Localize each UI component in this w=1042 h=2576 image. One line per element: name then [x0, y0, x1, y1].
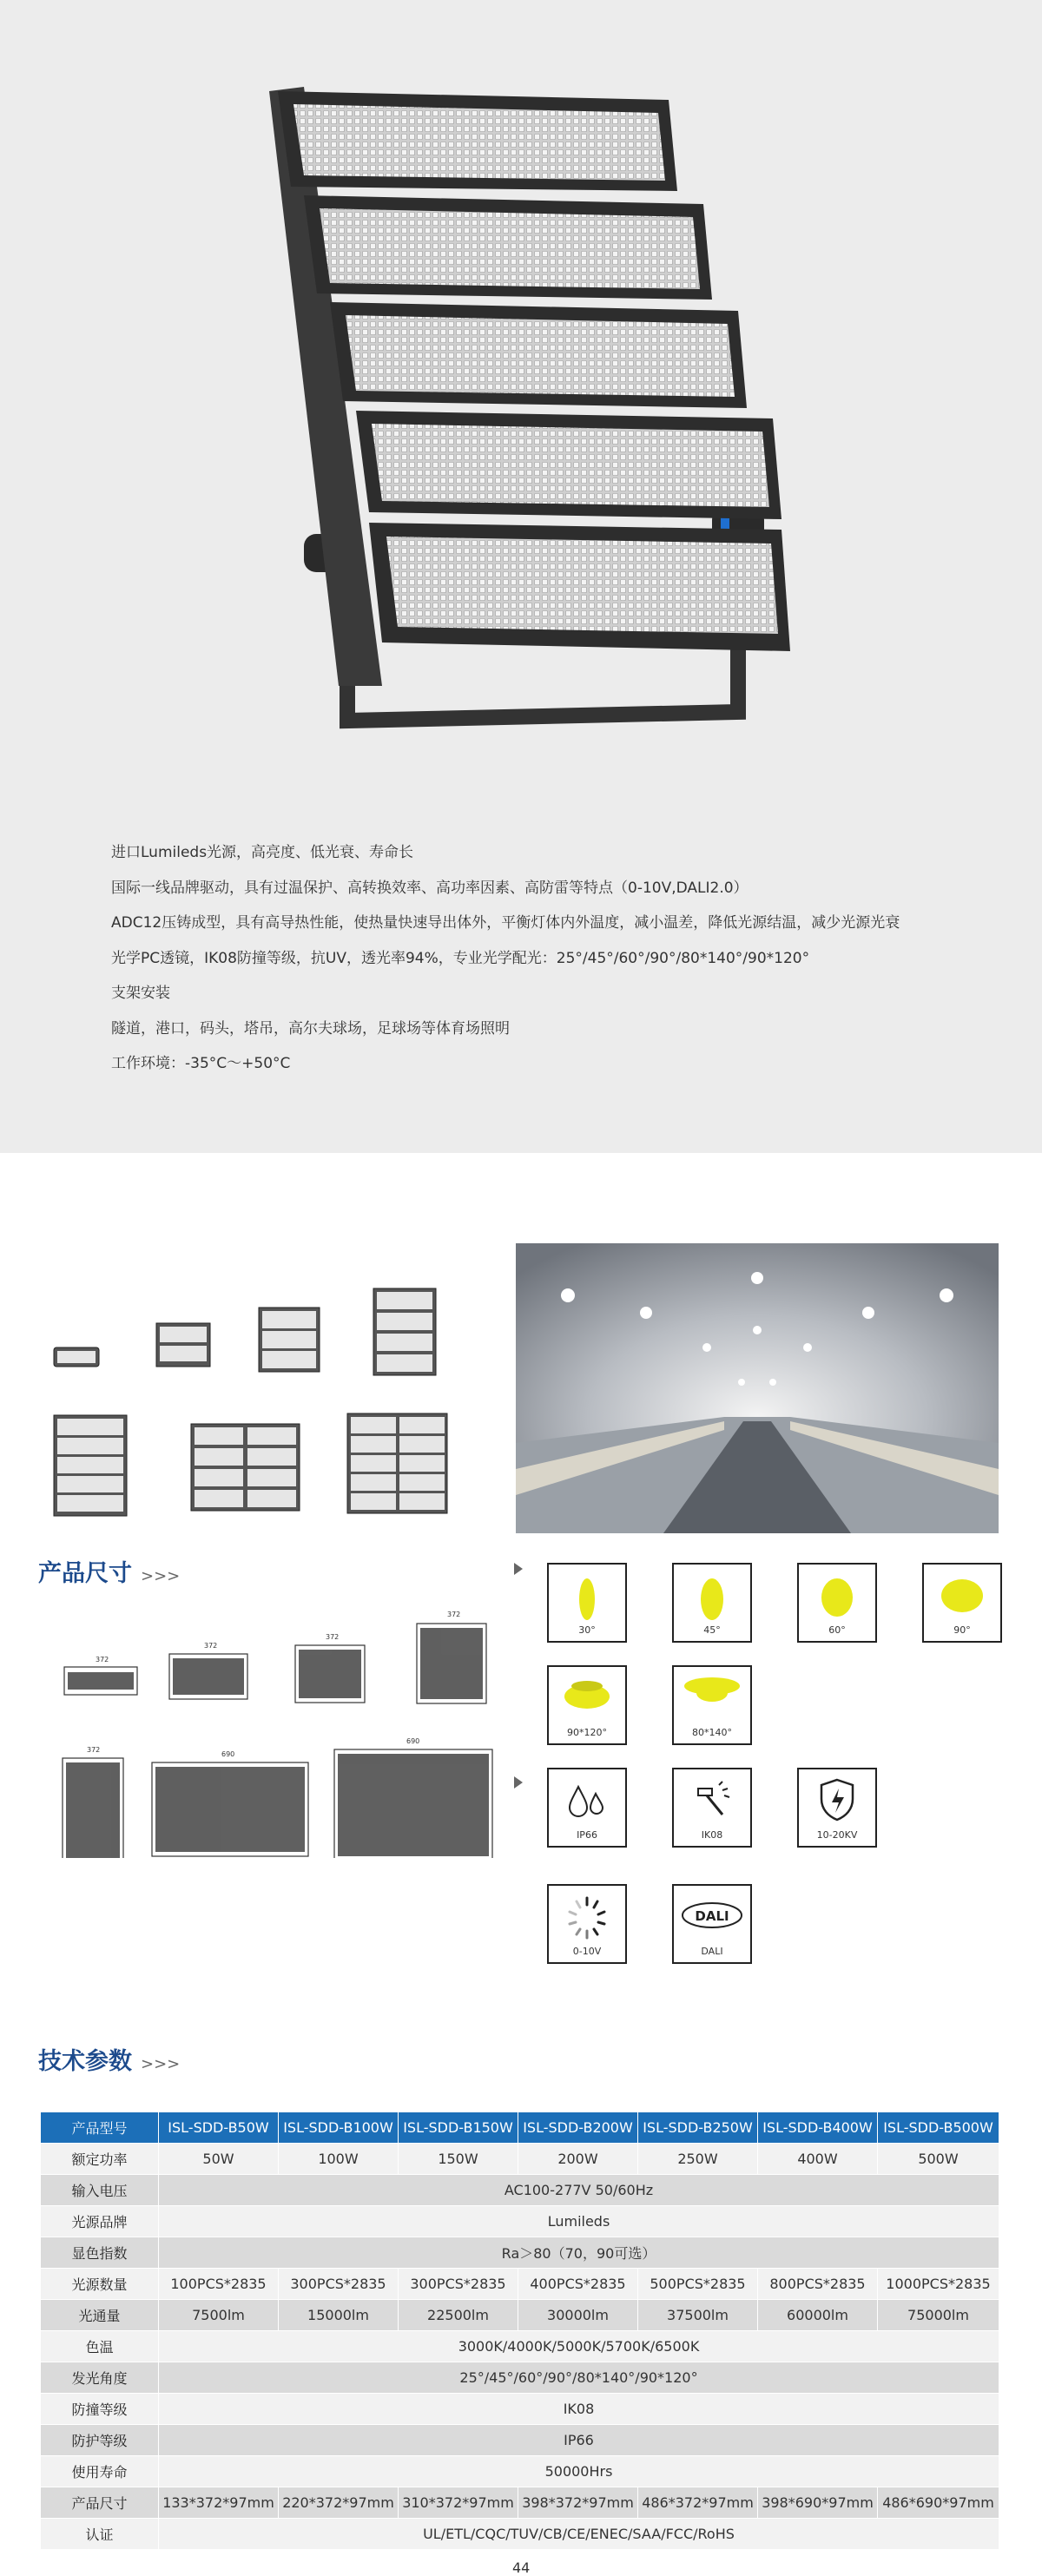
table-cell: 150W — [399, 2144, 518, 2175]
table-cell: 486*690*97mm — [878, 2487, 999, 2519]
table-cell: 50W — [159, 2144, 279, 2175]
feature-item: 隧道，港口，码头，塔吊，高尔夫球场，足球场等体育场照明 — [111, 1019, 510, 1038]
table-header-cell: ISL-SDD-B250W — [638, 2112, 758, 2144]
dali-icon — [672, 1884, 752, 1964]
table-row — [41, 2175, 999, 2206]
feature-item: 支架安装 — [111, 985, 170, 1002]
table-header-cell: ISL-SDD-B100W — [279, 2112, 399, 2144]
section-arrow: >>> — [141, 2055, 181, 2073]
row-label: 光源品牌 — [41, 2206, 159, 2237]
table-cell: 100W — [279, 2144, 399, 2175]
dimension-label: 372 — [87, 1746, 101, 1754]
table-cell: IK08 — [159, 2394, 999, 2425]
row-label: 使用寿命 — [41, 2456, 159, 2487]
table-row — [41, 2519, 999, 2550]
table-cell: 500PCS*2835 — [638, 2269, 758, 2300]
section-title-dimensions — [38, 1554, 180, 1588]
table-cell: 800PCS*2835 — [758, 2269, 878, 2300]
row-label: 防护等级 — [41, 2425, 159, 2456]
table-cell: 400W — [758, 2144, 878, 2175]
cert-label: IP66 — [577, 1829, 597, 1841]
dimension-label: 690 — [221, 1750, 235, 1758]
section-arrow: >>> — [141, 1567, 181, 1585]
table-cell: 133*372*97mm — [159, 2487, 279, 2519]
cert-label: IK08 — [701, 1829, 723, 1841]
table-cell: IP66 — [159, 2425, 999, 2456]
table-header-row — [41, 2112, 999, 2144]
cert-label: 10-20KV — [816, 1829, 858, 1841]
bullet-triangle — [514, 1776, 523, 1789]
led-module — [304, 195, 712, 300]
feature-item: ADC12压铸成型，具有高导热性能，使热量快速导出体外，平衡灯体内外温度，减小温差，降低光源结温，减少光源光衰 — [111, 914, 900, 932]
table-header-cell: ISL-SDD-B200W — [518, 2112, 638, 2144]
section-title-text: 技术参数 — [38, 2048, 132, 2075]
table-row — [41, 2362, 999, 2394]
beam-label: 90*120° — [567, 1727, 607, 1738]
dimension-label: 690 — [406, 1737, 420, 1745]
table-cell: 1000PCS*2835 — [878, 2269, 999, 2300]
beam-90x120-icon — [547, 1665, 627, 1745]
table-cell: 60000lm — [758, 2300, 878, 2331]
led-module — [356, 411, 782, 519]
product-hero-section — [0, 0, 1042, 1153]
table-cell: Ra＞80（70，90可选） — [159, 2237, 999, 2269]
table-header-cell: ISL-SDD-B150W — [399, 2112, 518, 2144]
spec-table — [40, 2112, 999, 2550]
table-cell: AC100-277V 50/60Hz — [159, 2175, 999, 2206]
table-cell: 22500lm — [399, 2300, 518, 2331]
table-cell: 37500lm — [638, 2300, 758, 2331]
feature-list — [111, 844, 979, 1090]
table-cell: 15000lm — [279, 2300, 399, 2331]
table-row — [41, 2144, 999, 2175]
tunnel-application-photo — [516, 1243, 999, 1533]
dali-badge-text: DALI — [695, 1908, 729, 1924]
beam-label: 90° — [953, 1624, 971, 1636]
row-label: 光源数量 — [41, 2269, 159, 2300]
water-drops-icon — [547, 1768, 627, 1848]
section-title-specs — [38, 2042, 180, 2076]
table-cell: 398*372*97mm — [518, 2487, 638, 2519]
beam-90-icon — [922, 1563, 1002, 1643]
page-number: 44 — [512, 2560, 531, 2576]
feature-item: 国际一线品牌驱动，具有过温保护、高转换效率、高功率因素、高防雷等特点（0-10V,DALI2.0） — [111, 879, 749, 897]
dimension-drawings — [43, 1598, 512, 1858]
table-cell: 400PCS*2835 — [518, 2269, 638, 2300]
table-row — [41, 2425, 999, 2456]
table-cell: 25°/45°/60°/90°/80*140°/90*120° — [159, 2362, 999, 2394]
row-label: 产品尺寸 — [41, 2487, 159, 2519]
table-cell: 300PCS*2835 — [279, 2269, 399, 2300]
table-cell: UL/ETL/CQC/TUV/CB/CE/ENEC/SAA/FCC/RoHS — [159, 2519, 999, 2550]
feature-item: 进口Lumileds光源，高亮度、低光衰、寿命长 — [111, 844, 414, 861]
table-row — [41, 2487, 999, 2519]
table-cell: 50000Hrs — [159, 2456, 999, 2487]
hammer-impact-icon — [672, 1768, 752, 1848]
table-cell: Lumileds — [159, 2206, 999, 2237]
dimension-label: 372 — [96, 1656, 109, 1664]
feature-item: 光学PC透镜，IK08防撞等级，抗UV，透光率94%，专业光学配光：25°/45°/60°/90°/80*140°/90*120° — [111, 949, 810, 967]
row-label: 额定功率 — [41, 2144, 159, 2175]
led-module — [369, 523, 790, 651]
table-row — [41, 2331, 999, 2362]
table-cell: 250W — [638, 2144, 758, 2175]
table-row — [41, 2456, 999, 2487]
dimension-label: 372 — [326, 1633, 340, 1641]
table-row — [41, 2237, 999, 2269]
table-cell: 500W — [878, 2144, 999, 2175]
beam-80x140-icon — [672, 1665, 752, 1745]
dimming-icon — [547, 1884, 627, 1964]
dimension-label: 372 — [447, 1611, 461, 1618]
beam-label: 60° — [828, 1624, 846, 1636]
section-title-text: 产品尺寸 — [38, 1560, 132, 1587]
table-cell: 486*372*97mm — [638, 2487, 758, 2519]
beam-label: 30° — [578, 1624, 596, 1636]
row-label: 显色指数 — [41, 2237, 159, 2269]
led-module — [278, 91, 677, 191]
table-row — [41, 2269, 999, 2300]
row-label: 输入电压 — [41, 2175, 159, 2206]
row-label: 发光角度 — [41, 2362, 159, 2394]
row-label: 认证 — [41, 2519, 159, 2550]
beam-label: 45° — [703, 1624, 721, 1636]
table-cell: 7500lm — [159, 2300, 279, 2331]
table-cell: 75000lm — [878, 2300, 999, 2331]
beam-30-icon — [547, 1563, 627, 1643]
table-cell: 30000lm — [518, 2300, 638, 2331]
table-cell: 398*690*97mm — [758, 2487, 878, 2519]
table-cell: 3000K/4000K/5000K/5700K/6500K — [159, 2331, 999, 2362]
table-header-cell: 产品型号 — [41, 2112, 159, 2144]
beam-label: 80*140° — [692, 1727, 732, 1738]
table-header-cell: ISL-SDD-B500W — [878, 2112, 999, 2144]
table-cell: 220*372*97mm — [279, 2487, 399, 2519]
feature-item: 工作环境：-35°C～+50°C — [111, 1055, 291, 1072]
table-cell: 100PCS*2835 — [159, 2269, 279, 2300]
table-cell: 300PCS*2835 — [399, 2269, 518, 2300]
beam-45-icon — [672, 1563, 752, 1643]
dimension-label: 372 — [204, 1642, 218, 1650]
row-label: 光通量 — [41, 2300, 159, 2331]
surge-shield-icon — [797, 1768, 877, 1848]
table-row — [41, 2300, 999, 2331]
table-row — [41, 2394, 999, 2425]
cert-label: 0-10V — [572, 1946, 602, 1957]
table-row — [41, 2206, 999, 2237]
cert-label: DALI — [701, 1946, 723, 1957]
beam-60-icon — [797, 1563, 877, 1643]
led-module — [330, 302, 747, 408]
floodlight-product-image — [252, 78, 808, 747]
row-label: 色温 — [41, 2331, 159, 2362]
table-header-cell: ISL-SDD-B400W — [758, 2112, 878, 2144]
row-label: 防撞等级 — [41, 2394, 159, 2425]
table-header-cell: ISL-SDD-B50W — [159, 2112, 279, 2144]
bullet-triangle — [514, 1563, 523, 1575]
table-cell: 310*372*97mm — [399, 2487, 518, 2519]
table-cell: 200W — [518, 2144, 638, 2175]
product-family-image — [43, 1276, 460, 1528]
